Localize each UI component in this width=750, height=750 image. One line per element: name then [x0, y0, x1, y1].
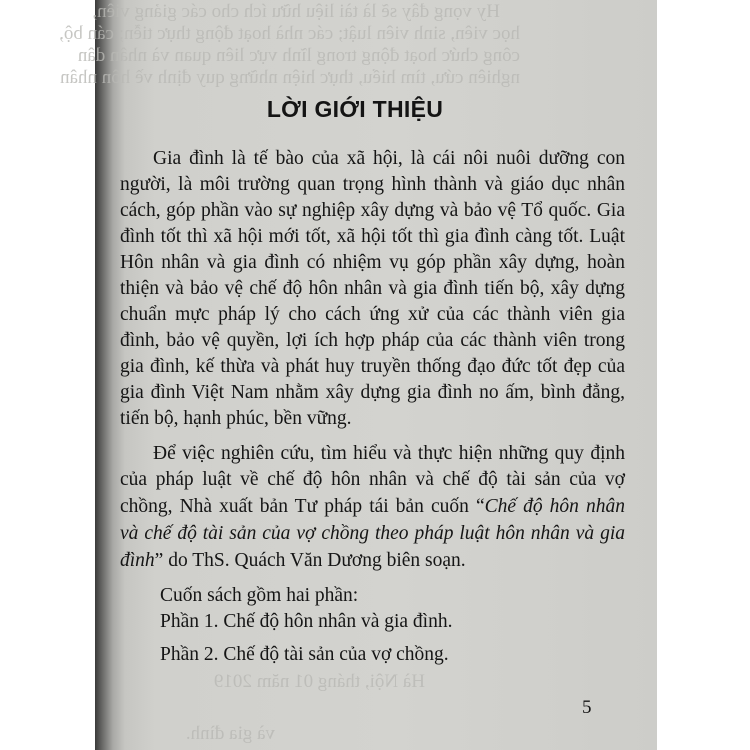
text-span: chồng, Nhà xuất bản Tư pháp tái bản cuốn “	[120, 496, 485, 517]
book-title-italic: và chế độ tài sản của vợ chồng theo pháp luật hôn nhân và gia	[120, 523, 625, 544]
bleed-through-text: Hy vọng đây sẽ là tài liệu hữu ích cho các giảng viên,	[92, 1, 500, 22]
text-line: Cuốn sách gồm hai phần:	[160, 585, 359, 606]
bleed-through-text: và gia đình.	[185, 723, 275, 744]
text-line: thiện và bảo vệ chế độ hôn nhân và gia đình tiến bộ, xây dựng	[120, 278, 625, 299]
book-page	[59, 0, 657, 750]
text-line: tiến bộ, hạnh phúc, bền vững.	[120, 408, 352, 429]
text-line: gia đình Việt Nam nhằm xây dựng gia đình no ấm, bình đẳng,	[120, 382, 625, 403]
text-line	[120, 521, 625, 547]
page-title: LỜI GIỚI THIỆU	[266, 96, 444, 122]
page-number: 5	[582, 697, 592, 718]
part-item: Phần 1. Chế độ hôn nhân và gia đình.	[160, 611, 453, 632]
bleed-through-text: học viên, sinh viên luật; các nhà hoạt động thực tiễn; cán bộ,	[59, 23, 520, 44]
text-line: Hôn nhân và gia đình có nhiệm vụ góp phần xây dựng, hoàn	[120, 252, 625, 273]
text-line: của pháp luật về chế độ hôn nhân và chế độ tài sản của vợ	[120, 469, 625, 490]
text-span: ” do ThS. Quách Văn Dương biên soạn.	[154, 550, 466, 571]
bleed-through-text: nghiên cứu, tìm hiểu, thực hiện những quy định về hôn nhân	[60, 67, 520, 88]
part-item: Phần 2. Chế độ tài sản của vợ chồng.	[160, 644, 449, 665]
text-line: đình tốt thì xã hội mới tốt, xã hội tốt thì gia đình càng tốt. Luật	[120, 226, 625, 247]
text-line: đình, bảo vệ quyền, lợi ích hợp pháp của các thành viên trong	[120, 330, 625, 351]
text-line: gia đình, kế thừa và phát huy truyền thống đạo đức tốt đẹp của	[120, 356, 625, 377]
book-title-italic: đình	[120, 550, 155, 571]
text-line: người, là môi trường quan trọng hình thành và giáo dục nhân	[120, 174, 625, 195]
text-line: cách, góp phần vào sự nghiệp xây dựng và bảo vệ Tổ quốc. Gia	[120, 200, 625, 221]
text-line	[120, 548, 625, 574]
bleed-through-text: Hà Nội, tháng 01 năm 2019	[213, 671, 425, 692]
text-line: chuẩn mực pháp lý cho cách ứng xử của các thành viên gia	[120, 304, 625, 325]
book-title-italic: Chế độ hôn nhân	[484, 496, 625, 517]
text-line	[120, 494, 625, 520]
bleed-through-text: công chức hoạt động trong lĩnh vực liên quan và nhân dân	[77, 45, 520, 66]
text-line: Gia đình là tế bào của xã hội, là cái nôi nuôi dưỡng con	[153, 148, 625, 169]
text-line: Để việc nghiên cứu, tìm hiểu và thực hiện những quy định	[153, 443, 625, 464]
